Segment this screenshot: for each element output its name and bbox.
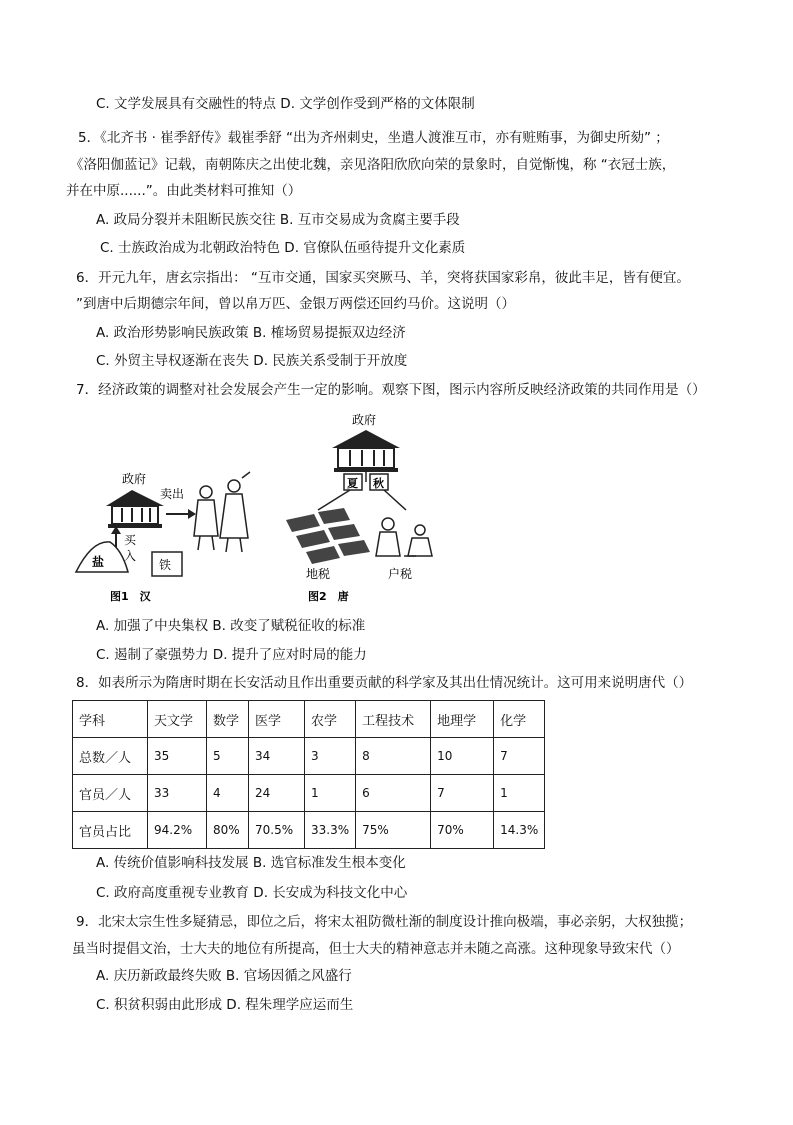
fig2-building-body [338, 448, 394, 468]
table-header-cell: 农学 [305, 701, 356, 738]
q4-option-cd: C. 文学发展具有交融性的特点 D. 文学创作受到严格的文体限制 [96, 96, 475, 112]
q9-stem-line-1: 9．北宋太宗生性多疑猜忌，即位之后，将宋太祖防微杜渐的制度设计推向极端，事必亲躬，大权独揽； [76, 914, 693, 930]
table-cell: 35 [148, 738, 207, 775]
q5-option-cd: C. 士族政治成为北朝政治特色 D. 官僚队伍亟待提升文化素质 [100, 240, 466, 256]
fig2-tang [286, 412, 432, 603]
table-cell: 官员占比 [73, 812, 148, 849]
q7-figure [70, 410, 450, 610]
table-header-cell: 学科 [73, 701, 148, 738]
fig1-han [76, 471, 250, 603]
fig2-fields [286, 508, 370, 564]
q9-stem-line-2: 虽当时提倡文治，士大夫的地位有所提高，但士大夫的精神意志并未随之高涨。这种现象导致宋代（） [72, 941, 680, 957]
fig1-building-roof [106, 490, 164, 506]
q9-option-cd: C. 积贫积弱由此形成 D. 程朱理学应运而生 [96, 997, 354, 1013]
table-row [73, 738, 545, 775]
q7-stem: 7．经济政策的调整对社会发展会产生一定的影响。观察下图，图示内容所反映经济政策的共同作用是（） [76, 382, 706, 398]
table-cell: 7 [494, 738, 545, 775]
table-cell: 24 [249, 775, 305, 812]
table-cell: 70.5% [249, 812, 305, 849]
table-row [73, 775, 545, 812]
fig2-branch-right [384, 490, 406, 510]
q5-option-ab: A. 政局分裂并未阻断民族交往 B. 互市交易成为贪腐主要手段 [96, 212, 460, 228]
q9-option-ab: A. 庆历新政最终失败 B. 官场因循之风盛行 [96, 968, 352, 984]
fig1-buy-label-1: 买 [124, 533, 137, 547]
table-cell: 总数／人 [73, 738, 148, 775]
table-row [73, 812, 545, 849]
table-header-cell: 医学 [249, 701, 305, 738]
fig2-land-tax-label: 地税 [306, 567, 331, 581]
fig2-building-roof [332, 430, 400, 448]
table-cell: 75% [356, 812, 431, 849]
fig1-iron-label: 铁 [159, 558, 172, 572]
q7-option-ab: A. 加强了中央集权 B. 改变了赋税征收的标准 [96, 618, 366, 634]
fig2-caption: 图2 唐 [308, 590, 349, 603]
table-cell: 80% [207, 812, 249, 849]
table-cell: 33.3% [305, 812, 356, 849]
q5-stem-line-1: 5．《北齐书 · 崔季舒传》载崔季舒 “出为齐州刺史，坐遣人渡淮互市，亦有赃贿事，为御史所劾” ； [78, 130, 669, 146]
table-cell: 6 [356, 775, 431, 812]
table-cell: 94.2% [148, 812, 207, 849]
q8-table [72, 700, 545, 849]
fig2-summer-label: 夏 [347, 477, 358, 490]
table-cell: 8 [356, 738, 431, 775]
table-header-cell: 化学 [494, 701, 545, 738]
fig1-gov-label: 政府 [122, 472, 147, 486]
fig2-household-tax-label: 户税 [388, 567, 413, 581]
fig1-people [194, 472, 250, 552]
q5-stem-line-2: 《洛阳伽蓝记》记载，南朝陈庆之出使北魏，亲见洛阳欣欣向荣的景象时，自觉惭愧，称 “衣冠士族， [70, 157, 676, 173]
fig1-salt-label: 盐 [92, 555, 105, 569]
table-cell: 1 [305, 775, 356, 812]
fig1-caption: 图1 汉 [110, 590, 151, 603]
q6-option-cd: C. 外贸主导权逐渐在丧失 D. 民族关系受制于开放度 [96, 353, 408, 369]
table-cell: 3 [305, 738, 356, 775]
table-header-cell: 数学 [207, 701, 249, 738]
table-cell: 7 [431, 775, 494, 812]
fig1-building-body [112, 506, 158, 524]
q5-stem-line-3: 并在中原......”。由此类材料可推知（） [66, 183, 302, 199]
q6-option-ab: A. 政治形势影响民族政策 B. 榷场贸易提振双边经济 [96, 325, 406, 341]
q7-option-cd: C. 遏制了豪强势力 D. 提升了应对时局的能力 [96, 647, 367, 663]
fig1-sell-label: 卖出 [160, 487, 185, 501]
q8-stem: 8．如表所示为隋唐时期在长安活动且作出重要贡献的科学家及其出仕情况统计。这可用来说明唐代（） [76, 675, 693, 691]
fig2-branch-left [318, 490, 350, 510]
q8-option-ab: A. 传统价值影响科技发展 B. 选官标准发生根本变化 [96, 855, 406, 871]
table-header-cell: 工程技术 [356, 701, 431, 738]
table-cell: 34 [249, 738, 305, 775]
fig2-household [376, 518, 432, 556]
table-header-cell: 天文学 [148, 701, 207, 738]
q6-stem-line-2: ”到唐中后期德宗年间，曾以帛万匹、金银万两偿还回约马价。这说明（） [76, 296, 515, 312]
table-cell: 5 [207, 738, 249, 775]
fig1-buy-label-2: 入 [124, 549, 137, 563]
table-cell: 10 [431, 738, 494, 775]
table-cell: 1 [494, 775, 545, 812]
table-cell: 官员／人 [73, 775, 148, 812]
table-cell: 33 [148, 775, 207, 812]
table-header-row [73, 701, 545, 738]
q6-stem-line-1: 6．开元九年，唐玄宗指出： “互市交通，国家买突厥马、羊，突将获国家彩帛，彼此丰足，皆有便宜。 [76, 270, 690, 286]
table-cell: 70% [431, 812, 494, 849]
q8-option-cd: C. 政府高度重视专业教育 D. 长安成为科技文化中心 [96, 885, 408, 901]
table-header-cell: 地理学 [431, 701, 494, 738]
table-cell: 4 [207, 775, 249, 812]
table-cell: 14.3% [494, 812, 545, 849]
fig2-autumn-label: 秋 [373, 477, 384, 490]
fig2-gov-label: 政府 [352, 413, 377, 427]
